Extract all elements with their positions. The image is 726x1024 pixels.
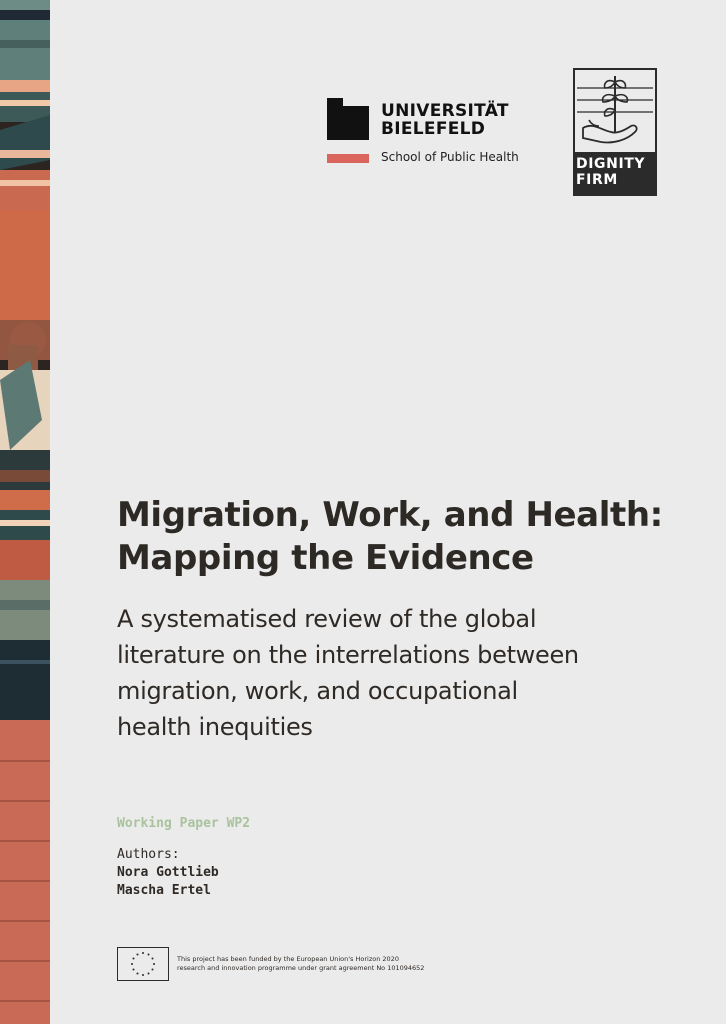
subtitle-line4: health inequities (117, 713, 313, 741)
authors-label: Authors: (117, 847, 180, 862)
title-line2: Mapping the Evidence (117, 538, 534, 578)
subtitle-line3: migration, work, and occupational (117, 677, 518, 705)
funding-statement (177, 955, 424, 973)
eu-stars-icon (118, 948, 168, 980)
university-school-name: School of Public Health (381, 150, 519, 164)
dignity-firm-logo (573, 68, 657, 196)
university-name (381, 102, 509, 138)
page-subtitle (117, 601, 677, 745)
university-name-line2: BIELEFELD (381, 119, 486, 139)
working-paper-label: Working Paper WP2 (117, 816, 251, 831)
university-square-icon (327, 98, 369, 140)
subtitle-line2: literature on the interrelations between (117, 641, 579, 669)
author-name: Nora Gottlieb (117, 865, 219, 880)
university-accent-bar (327, 154, 369, 163)
plant-hand-icon (573, 68, 657, 154)
cover-illustration-strip (0, 0, 50, 1024)
funding-line2: research and innovation programme under grant agreement No 101094652 (177, 964, 425, 972)
dignity-firm-line1: DIGNITY (576, 156, 646, 172)
dignity-firm-wordmark (576, 156, 656, 188)
subtitle-line1: A systematised review of the global (117, 605, 537, 633)
dignity-firm-line2: FIRM (576, 172, 618, 188)
illustration-art (0, 0, 50, 1024)
author-name: Mascha Ertel (117, 883, 211, 898)
funding-line1: This project has been funded by the European Union's Horizon 2020 (177, 955, 399, 963)
university-logo (327, 98, 537, 168)
title-line1: Migration, Work, and Health: (117, 495, 663, 535)
page-title (117, 494, 677, 580)
university-name-line1: UNIVERSITÄT (381, 101, 509, 121)
eu-flag-icon (117, 947, 169, 981)
authors-block (117, 846, 219, 900)
